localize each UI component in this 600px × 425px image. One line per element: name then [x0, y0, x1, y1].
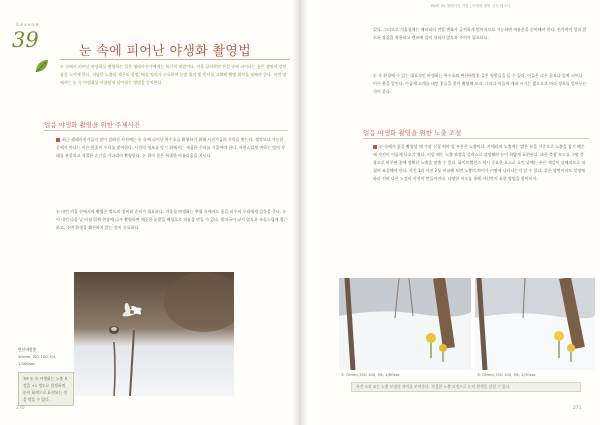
body-text: 최근 생태사진가들의 많이 알려진 사진에는 눈 속에 피어난 복수초를 활영하기 위해 사진가들의 주목을 받는다. 생각보다 가능한 곳에서 만나는 이른 봄꽃이 우리를 맞이한다. 사진의 정보를 담기 위해서는 세심한 주의를 기울여야 한다. 자연스럽게 변하는 빛의 상태를 관찰하고 적절한 순간을 기다리며 촬영한다. 눈 위의 꽃은 특별한 아름다움을 지닌다.: [56, 137, 285, 158]
photo-2-caption: ② 70mm, ISO 100, f/8, 1/30sec: [477, 372, 537, 377]
right-paragraph-1: 있다. 그러므로 겨울철에는 배터리의 전압 변화가 급격하게 떨어지므로 가능하면 여유분을 준비해야 한다. 손가락이 얼지 않도록 장갑을 착용하고 렌즈에 김이 서리지 않도록 주의가 필요하다.: [373, 27, 587, 40]
section-divider-2: [363, 138, 589, 139]
body-paragraph-1: [56, 136, 288, 160]
left-page: [0, 0, 299, 425]
caption-title: 변산바람꽃: [18, 347, 37, 352]
page-title: 눈 속에 피어난 야생화 촬영법: [79, 44, 252, 59]
right-paragraph-2: 눈 속 환경에 수 있는 대표적인 야생화는 복수초와 변산바람꽃 같은 영원들을 들 수 있다. 이들은 다른 꽃보다 일찍 피어나 이른 봄을 알린다. 수줍게 고개를 내민 꽃들을 찾아 촬영해 보자. 그러나 이들의 개화 시기는 짧으므로 미리 정보를 알아두는 것이 좋다.: [373, 73, 587, 94]
title-divider: [60, 59, 290, 60]
comparison-photo-1: [339, 278, 471, 370]
book-gutter: [292, 0, 308, 425]
bottom-caption-box: 사진 ①과 ②는 노출 보정의 차이를 보여준다. 적절한 노출 보정으로 눈의 흰색을 살릴 수 있다.: [351, 382, 581, 392]
right-page: [301, 0, 600, 425]
intro-paragraph: 눈 속에서 피어난 야생화를 촬영하는 일은 생태사진가에게는 특기적 작업이다. 겨울 끝자락의 잔설 속에 피어나는 꽃은 생명의 강인함을 느끼게 한다. 적당한 노출과 색온도 설정, 배경 정리가 중요하며 눈밭 위의 빛 반사를 고려해 촬영 위치를 정해야 한다. 이번 장에서는 눈 속 야생화를 아름답게 담아내는 방법을 알아본다.: [60, 64, 287, 85]
photo-1-caption: ① 70mm, ISO 100, f/8, 1/60sec: [341, 372, 401, 377]
right-paragraph-3: [373, 143, 587, 183]
lesson-number: 39: [12, 28, 39, 52]
page-number-right: 271: [573, 406, 582, 411]
section-heading-2: 얼음 야생화 촬영을 위한 노출 조절: [363, 129, 462, 137]
bullet-marker: [56, 138, 60, 142]
section-heading-1: 얼음 야생화 촬영을 위한 주제사진: [44, 121, 141, 129]
lesson-label: Lesson: [16, 22, 40, 28]
leaf-icon: [34, 58, 50, 74]
body-paragraph-2: 눈 내린 겨울 산에서의 촬영은 별도의 장비와 준비가 필요하다. 겨울철 야생화는 추위 속에서도 꽃을 피우며 우리에게 감동을 준다. 눈이 내린 다음 날 아침 일찍 현장에 나가 촬영하면 깨끗한 눈밭을 배경으로 작품을 만들 수 있다. 발자국이 남지 않도록 조심스럽게 접근하고, 주변 환경을 훼손하지 않는 것이 중요하다.: [56, 209, 288, 230]
comparison-photo-2: [475, 278, 595, 370]
page-number-left: 270: [16, 406, 25, 411]
section-divider: [44, 130, 288, 131]
running-head: PART 05 생태사진 기법 | 야생화 촬영 실전 테크닉: [431, 4, 511, 8]
bullet-marker: [373, 145, 377, 149]
caption-detail: 50mm, ISO 100, f/4, 1/160sec: [18, 354, 57, 366]
photo-caption: [18, 346, 72, 367]
body-text: 눈 속에서 꽃을 촬영할 때 가장 신경 써야 할 부분은 노출이다. 카메라의 노출계는 밝은 눈을 기준으로 노출을 잡기 때문에 사진이 어둡게 나오기 쉽다. 이럴 때는 노출 보정을 플러스로 설정해야 눈이 하얗게 표현된다. 또한 측광 모드를 스팟 측광으로 바꾸면 꽃에 정확한 노출을 맞출 수 있다. 화이트밸런스 역시 중요한 요소로 흐린 날에는 푸른 색감이 강해지므로 적절히 조절해야 한다. 사진 1과 사진 2를 비교해 보면 노출의 차이가 어떻게 나타나는지 알 수 있다. 같은 장면이라도 설정에 따라 전혀 다른 느낌의 사진이 만들어진다. 다양한 시도를 통해 자신만의 표현 방법을 찾아보자.: [373, 144, 586, 181]
tip-box: TIP 눈 속 야생화는 노출 보정을 +1 정도로 설정하면 눈이 회색으로 표현되는 것을 막을 수 있다.: [18, 372, 74, 406]
snow-flower-photo: [74, 272, 234, 396]
